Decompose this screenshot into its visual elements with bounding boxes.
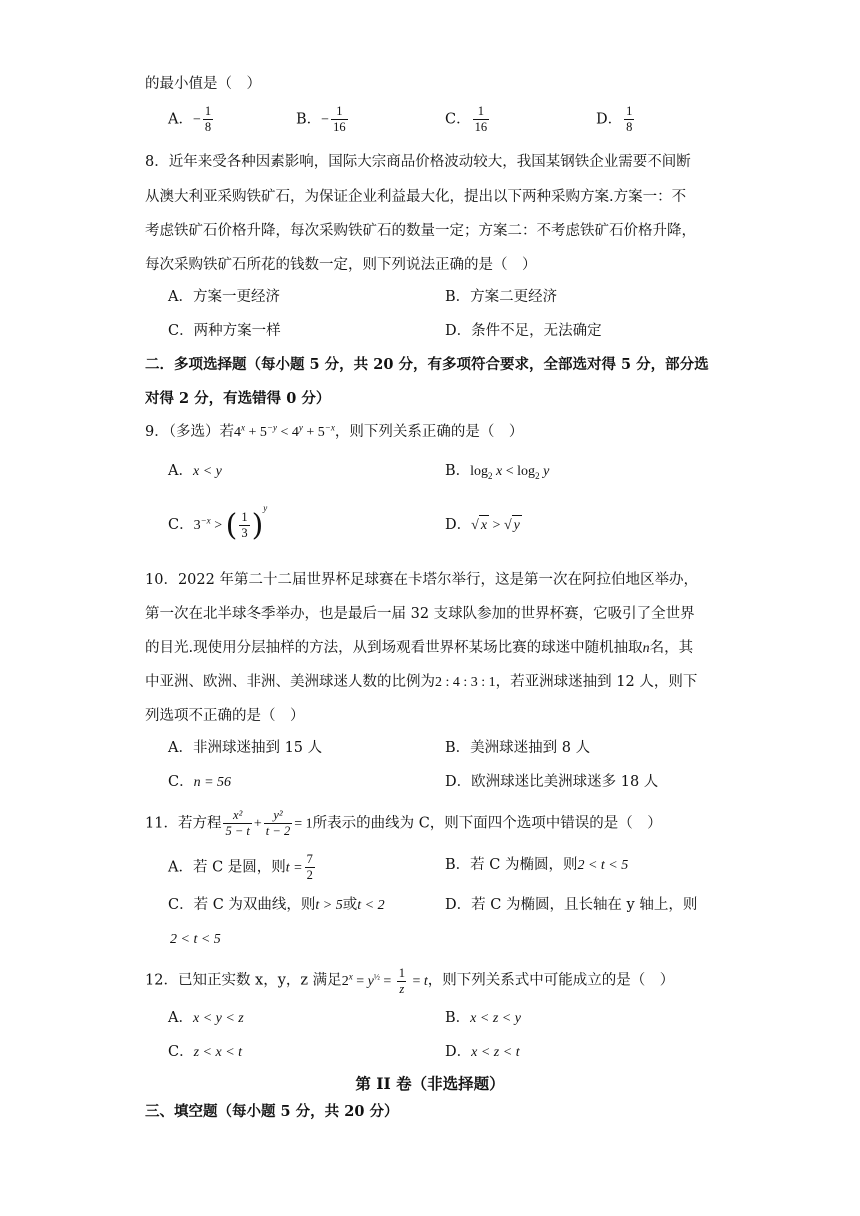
q10-line2: 第一次在北半球冬季举办，也是最后一届 32 支球队参加的世界杯赛，它吸引了全世界 xyxy=(145,606,695,622)
q9-option-d: D．√ x > √ y xyxy=(445,515,522,536)
q8-option-b: B．方案二更经济 xyxy=(445,289,558,305)
q7-option-d: D． $\frac{1}{8}$ xyxy=(596,104,633,134)
q10-option-b: B．美洲球迷抽到 8 人 xyxy=(445,740,591,756)
q8-option-a: A．方案一更经济 xyxy=(168,289,280,305)
q11-a-fraction: $\frac{7}{2}$ xyxy=(306,852,313,882)
q11-option-d-continued: 2 < t < 5 xyxy=(170,932,221,947)
q8-line3: 考虑铁矿石价格升降，每次采购铁矿石的数量一定；方案二：不考虑铁矿石价格升降， xyxy=(145,223,696,239)
q7-a-fraction: $\frac{1}{8}$ xyxy=(204,104,212,134)
section2-heading-line1: 二．多项选择题（每小题 5 分，共 20 分，有多项符合要求，全部选对得 5 分，部分选 xyxy=(145,356,709,373)
q7-option-b: B．− $\frac{1}{16}$ xyxy=(296,104,346,134)
q9-option-a: A．x < y xyxy=(168,463,222,479)
q12-option-a: A．x < y < z xyxy=(168,1010,244,1026)
q8-line4: 每次采购铁矿石所花的钱数一定，则下列说法正确的是（ ） xyxy=(145,257,537,273)
q7-option-c: C． $\frac{1}{16}$ xyxy=(445,104,488,134)
q10-line3: 的目光.现使用分层抽样的方法，从到场观看世界杯某场比赛的球迷中随机抽取n名，其 xyxy=(145,640,694,656)
q12-stem: 12．已知正实数 x，y，z 满足$2^x = y^{\frac{1}{2}}$ = $\frac{1}{z}$ = t，则下列关系式中可能成立的是（ ） xyxy=(145,966,675,996)
q11-option-b: B．若 C 为椭圆，则2 < t < 5 xyxy=(445,857,629,873)
q10-line4: 中亚洲、欧洲、非洲、美洲球迷人数的比例为2 : 4 : 3 : 1，若亚洲球迷抽到 12 人，则下 xyxy=(145,674,698,690)
q8-option-d: D．条件不足，无法确定 xyxy=(445,323,602,339)
q10-option-d: D．欧洲球迷比美洲球迷多 18 人 xyxy=(445,774,659,790)
q10-option-c: C．n = 56 xyxy=(168,774,232,790)
q10-line5: 列选项不正确的是（ ） xyxy=(145,708,305,724)
q9-inequality: $4^x + 5^{-y} < 4^y + 5^{-x}$ xyxy=(233,422,335,440)
q10-option-a: A．非洲球迷抽到 15 人 xyxy=(168,740,323,756)
q7-b-fraction: $\frac{1}{16}$ xyxy=(333,104,346,134)
section2-heading-line2: 对得 2 分，有选错得 0 分） xyxy=(145,390,331,407)
q10-line1: 10．2022 年第二十二届世界杯足球赛在卡塔尔举行，这是第一次在阿拉伯地区举办， xyxy=(145,572,698,588)
q7-c-fraction: $\frac{1}{16}$ xyxy=(474,104,488,134)
q9-option-c: C．$3^{-x}$ > ( $\frac{1}{3}$ )$^y$ xyxy=(168,503,268,543)
q11-option-a: A．若 C 是圆，则t = $\frac{7}{2}$ xyxy=(168,852,313,882)
part2-title: 第 II 卷（非选择题） xyxy=(355,1074,505,1093)
q12-option-b: B．x < z < y xyxy=(445,1010,521,1026)
q9-b-math: $\log_2 x < \log_2 y$ xyxy=(470,464,550,481)
q11-stem: 11．若方程 $\frac{\text{x²}}{5 - t}$ + $\frac{\text{y²}}{t - 2}$ = 1所表示的曲线为 C，则下面四个选项中错误的是（ ） xyxy=(145,808,662,838)
q8-line2: 从澳大利亚采购铁矿石，为保证企业利益最大化，提出以下两种采购方案.方案一：不 xyxy=(145,189,687,205)
q7-d-fraction: $\frac{1}{8}$ xyxy=(626,104,633,134)
q9-c-math: $3^{-x}$ > ( $\frac{1}{3}$ )$^y$ xyxy=(193,503,268,543)
q12-equation: $2^x = y^{\frac{1}{2}}$ = $\frac{1}{z}$ = t xyxy=(341,966,428,996)
q11-frac1: $\frac{\text{x²}}{5 - t}$ xyxy=(225,808,250,838)
q11-option-c: C．若 C 为双曲线，则t > 5或t < 2 xyxy=(168,897,385,913)
q7-option-a: A．− $\frac{1}{8}$ xyxy=(168,104,212,134)
q9-a-math: x < y xyxy=(192,464,222,479)
q8-option-c: C．两种方案一样 xyxy=(168,323,281,339)
q8-line1: 8．近年来受各种因素影响，国际大宗商品价格波动较大，我国某钢铁企业需要不间断 xyxy=(145,154,691,170)
q11-frac2: $\frac{\text{y²}}{t - 2}$ xyxy=(265,808,291,838)
q9-d-math: √ x > √ y xyxy=(471,518,522,533)
q12-option-d: D．x < z < t xyxy=(445,1044,520,1060)
q12-option-c: C．z < x < t xyxy=(168,1044,243,1060)
q7-tail: 的最小值是（ ） xyxy=(145,76,261,92)
section3-heading: 三、填空题（每小题 5 分，共 20 分） xyxy=(145,1103,399,1120)
q9-option-b: B．$\log_2 x < \log_2 y$ xyxy=(445,463,550,481)
q9-stem: 9．（多选）若$4^x + 5^{-y} < 4^y + 5^{-x}$，则下列关系正确的是（ ） xyxy=(145,422,524,440)
q11-option-d: D．若 C 为椭圆，且长轴在 y 轴上，则 xyxy=(445,897,698,913)
